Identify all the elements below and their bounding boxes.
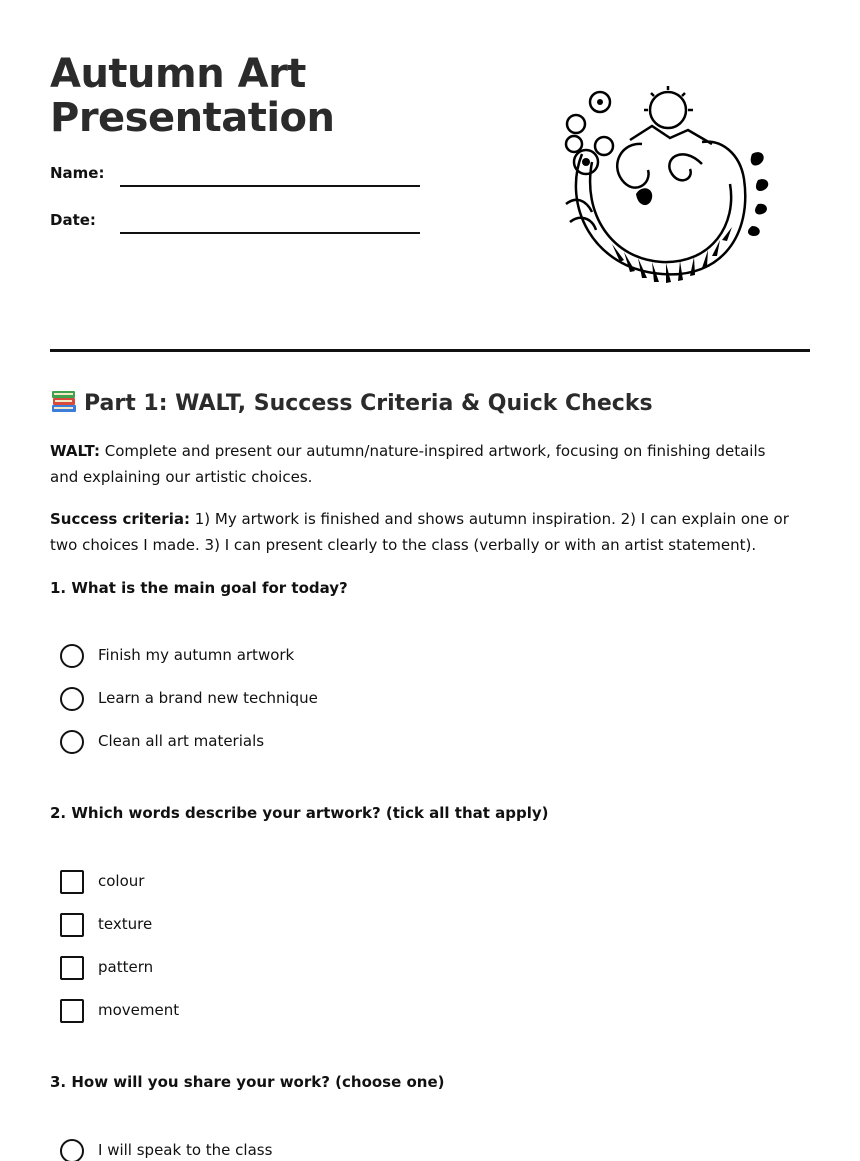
option-label: I will speak to the class: [98, 1141, 273, 1159]
date-field-row: [50, 211, 430, 235]
walt-paragraph: [50, 438, 790, 490]
part1-heading: [50, 388, 653, 416]
date-label: Date:: [50, 211, 96, 229]
option-label: movement: [98, 1001, 180, 1019]
option-label: Learn a brand new technique: [98, 689, 318, 707]
question-2: 2. Which words describe your artwork? (tick all that apply): [50, 804, 549, 822]
q2-option-1[interactable]: [60, 870, 560, 896]
option-label: texture: [98, 915, 153, 933]
criteria-label: Success criteria:: [50, 510, 190, 528]
option-label: pattern: [98, 958, 154, 976]
autumn-nature-illustration: [552, 84, 782, 294]
radio-button[interactable]: [60, 687, 84, 711]
radio-button[interactable]: [60, 644, 84, 668]
name-label: Name:: [50, 164, 105, 182]
radio-button[interactable]: [60, 1139, 84, 1161]
q2-option-2[interactable]: [60, 913, 560, 939]
q1-option-1[interactable]: [60, 644, 560, 670]
option-label: colour: [98, 872, 145, 890]
walt-text: Complete and present our autumn/nature-inspired artwork, focusing on finishing details and explaining our artistic choices.: [50, 442, 766, 486]
q1-option-2[interactable]: [60, 687, 560, 713]
name-write-line[interactable]: [120, 185, 420, 187]
checkbox[interactable]: [60, 870, 84, 894]
criteria-text: 1) My artwork is finished and shows autumn inspiration. 2) I can explain one or two choices I made. 3) I can present clearly to the class (verbally or with an artist statement).: [50, 510, 789, 554]
option-label: Finish my autumn artwork: [98, 646, 295, 664]
option-label: Clean all art materials: [98, 732, 265, 750]
walt-label: WALT:: [50, 442, 100, 460]
question-3: 3. How will you share your work? (choose one): [50, 1073, 445, 1091]
q2-option-3[interactable]: [60, 956, 560, 982]
success-criteria-paragraph: [50, 506, 790, 558]
books-icon: [50, 388, 78, 414]
question-1: 1. What is the main goal for today?: [50, 579, 348, 597]
part1-title: Part 1: WALT, Success Criteria & Quick Checks: [84, 391, 653, 416]
q3-option-1[interactable]: [60, 1139, 560, 1161]
checkbox[interactable]: [60, 999, 84, 1023]
page-title: [50, 52, 470, 140]
name-field-row: [50, 164, 430, 188]
title-line-1: Autumn Art: [50, 51, 306, 97]
title-line-2: Presentation: [50, 95, 335, 141]
date-write-line[interactable]: [120, 232, 420, 234]
checkbox[interactable]: [60, 913, 84, 937]
q1-option-3[interactable]: [60, 730, 560, 756]
radio-button[interactable]: [60, 730, 84, 754]
checkbox[interactable]: [60, 956, 84, 980]
section-divider: [50, 349, 810, 352]
q2-option-4[interactable]: [60, 999, 560, 1025]
